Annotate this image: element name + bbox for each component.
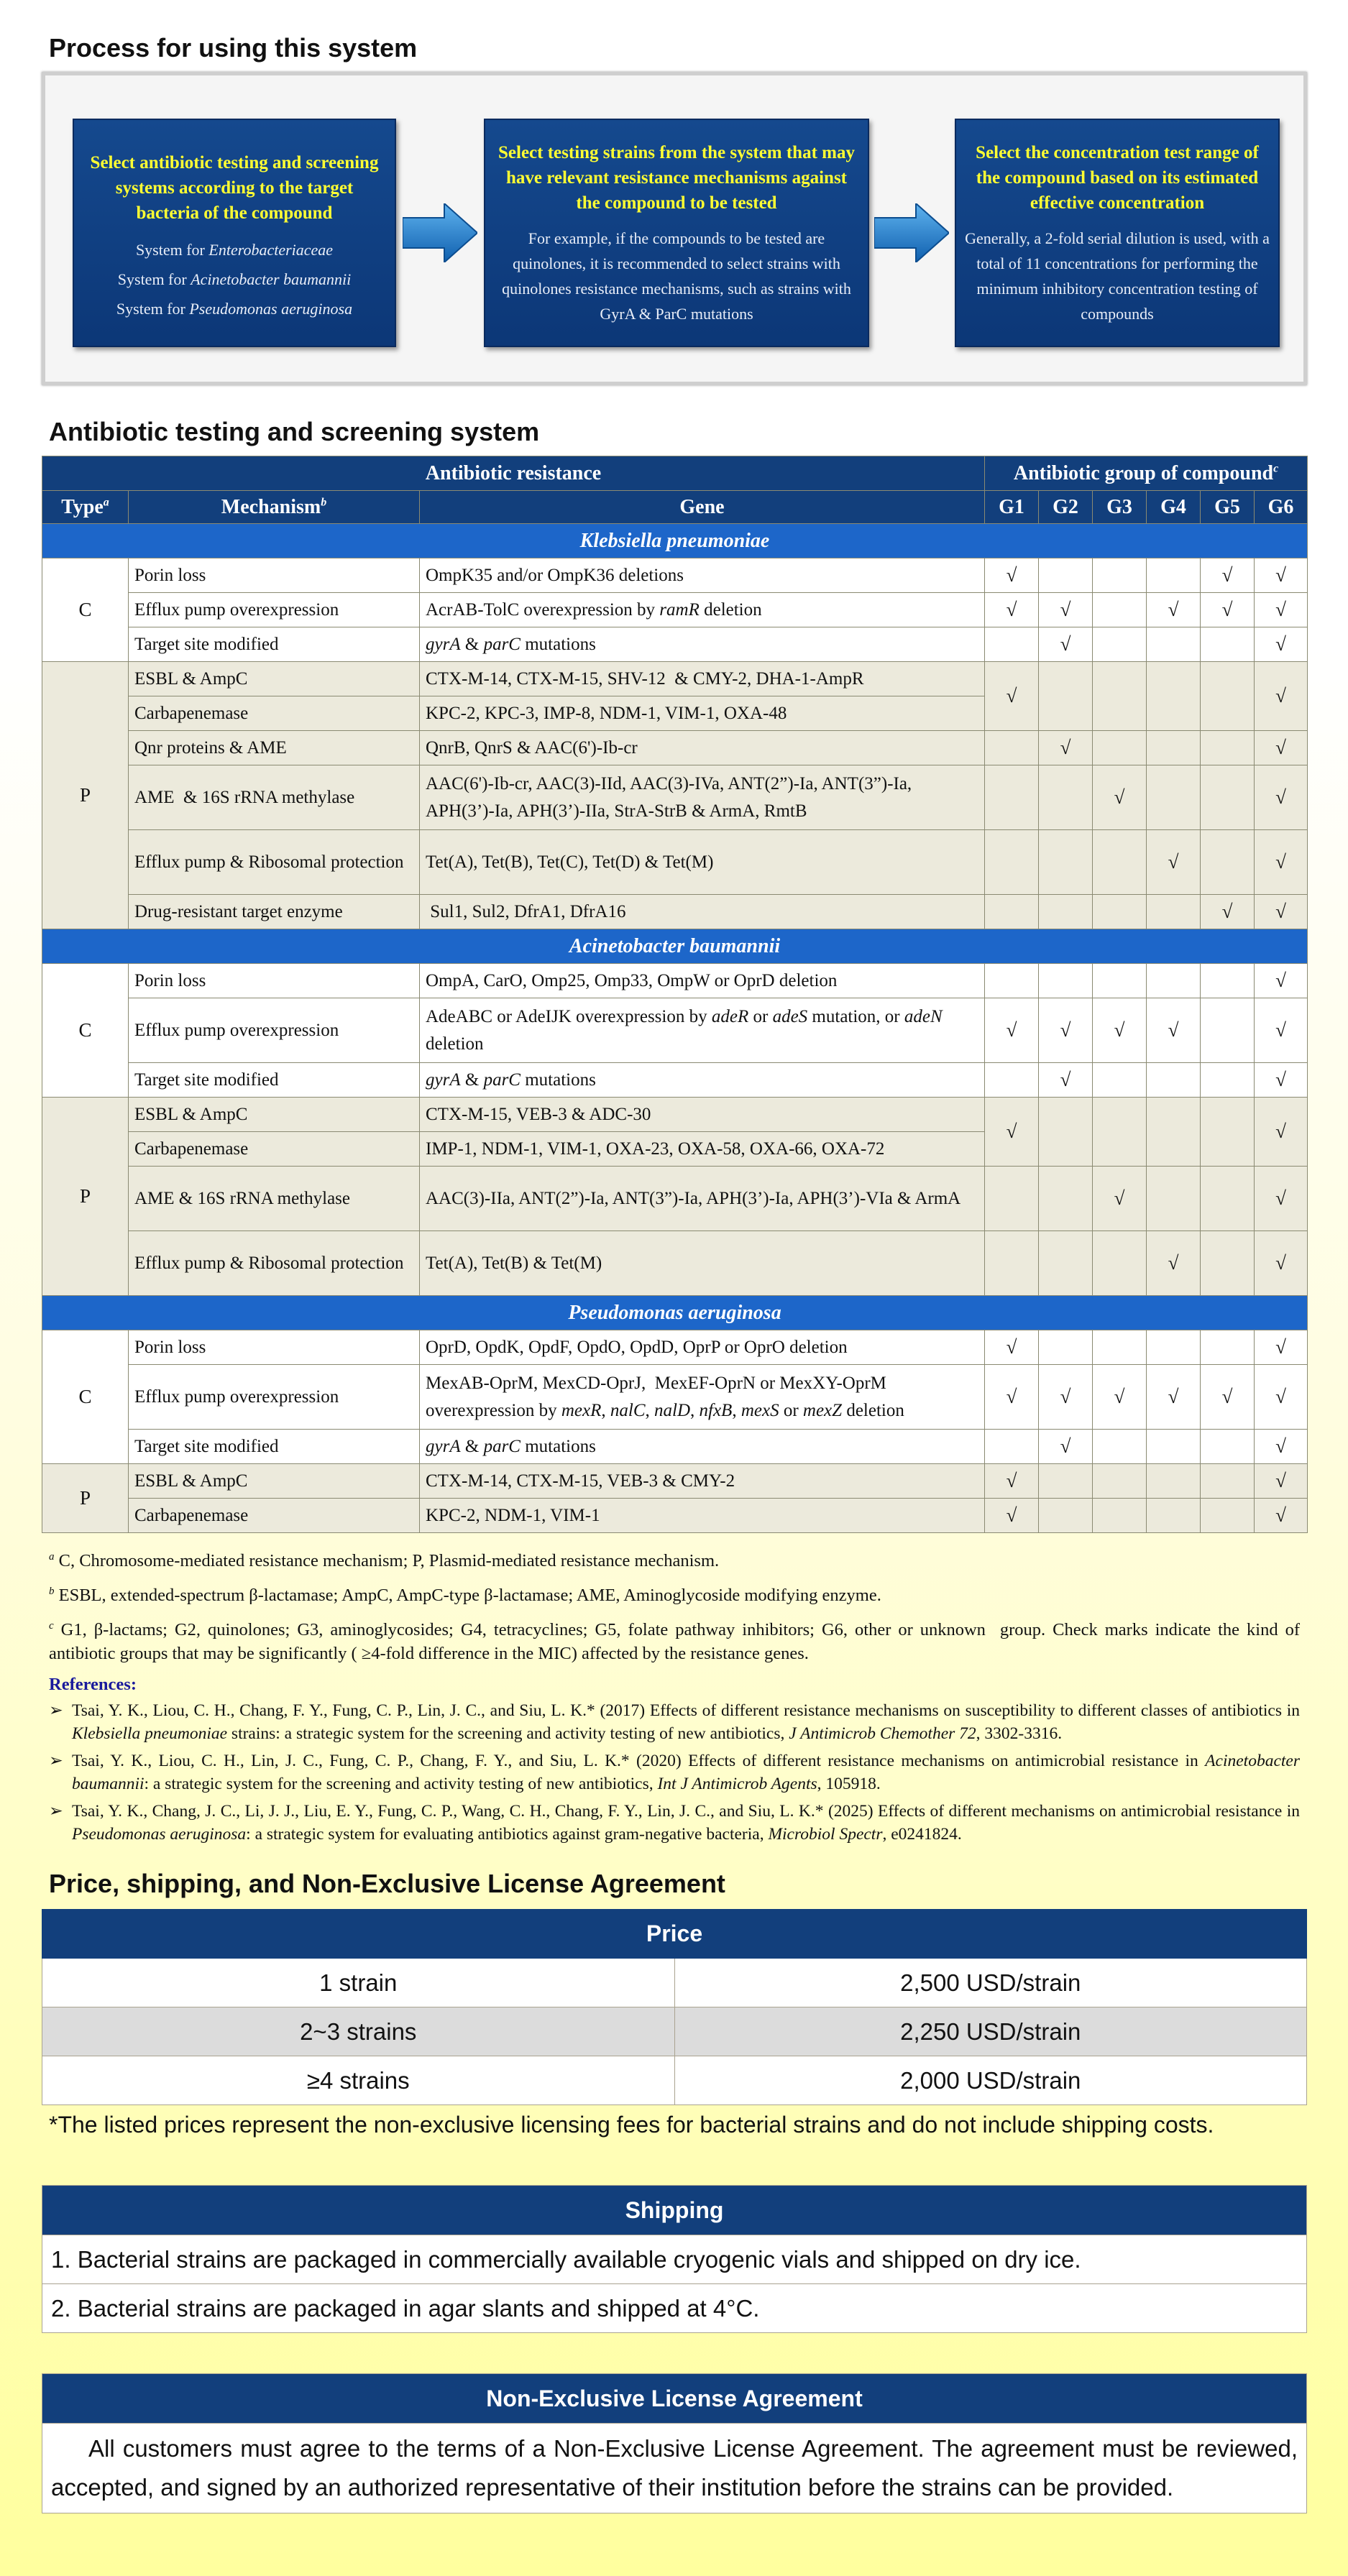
arrow-right-icon bbox=[874, 203, 949, 262]
check-cell bbox=[985, 1231, 1039, 1296]
check-cell: √ bbox=[1147, 998, 1201, 1063]
check-cell: √ bbox=[1147, 1365, 1201, 1430]
check-cell bbox=[1201, 998, 1255, 1063]
gene-cell: KPC-2, NDM-1, VIM-1 bbox=[420, 1499, 985, 1533]
table-row bbox=[42, 1231, 1308, 1296]
step-3-desc: Generally, a 2-fold serial dilution is used, with a total of 11 concentrations for performing the minimum inhibitory concentration testing of compounds bbox=[965, 229, 1270, 323]
check-cell: √ bbox=[1255, 895, 1308, 929]
check-cell: √ bbox=[1039, 1063, 1093, 1098]
check-cell bbox=[1201, 627, 1255, 662]
check-cell: √ bbox=[1255, 1167, 1308, 1231]
header-resistance: Antibiotic resistance bbox=[42, 456, 985, 491]
check-cell: √ bbox=[1255, 1499, 1308, 1533]
check-cell bbox=[1093, 1499, 1147, 1533]
price-value: 2,250 USD/strain bbox=[674, 2007, 1307, 2056]
mechanism-cell: Drug-resistant target enzyme bbox=[129, 895, 420, 929]
reference-item: ➢ Tsai, Y. K., Chang, J. C., Li, J. J., Liu, E. Y., Fung, C. P., Wang, C. H., Chang, F. Y., Lin, J. C., and Siu, L. K.* (2025) Effects of different mechanisms on antimicrobial resistance in Pseudomonas aeruginosa: a strategic system for evaluating antibiotics against gram-negative bacteria, Microbiol Spectr, e0241824. bbox=[49, 1802, 1300, 1844]
check-cell: √ bbox=[1255, 998, 1308, 1063]
check-cell bbox=[1147, 1464, 1201, 1499]
header-g6: G6 bbox=[1255, 491, 1308, 524]
process-step-2 bbox=[484, 119, 869, 347]
check-cell bbox=[1039, 765, 1093, 830]
mechanism-cell: Efflux pump & Ribosomal protection bbox=[129, 830, 420, 895]
shipping-header: Shipping bbox=[42, 2186, 1306, 2235]
header-type: Type$^a$ bbox=[42, 491, 129, 524]
check-cell bbox=[985, 627, 1039, 662]
shipping-item: 2. Bacterial strains are packaged in agar slants and shipped at 4°C. bbox=[42, 2283, 1306, 2332]
gene-cell: QnrB, QnrS & AAC(6')-Ib-cr bbox=[420, 731, 985, 765]
gene-cell: Tet(A), Tet(B) & Tet(M) bbox=[420, 1231, 985, 1296]
mechanism-cell: Efflux pump overexpression bbox=[129, 1365, 420, 1430]
table-row bbox=[42, 765, 1308, 830]
check-cell: √ bbox=[1039, 1365, 1093, 1430]
check-cell: √ bbox=[1039, 998, 1093, 1063]
price-row bbox=[42, 2007, 1307, 2056]
mechanism-cell: Carbapenemase bbox=[129, 1132, 420, 1167]
price-value: 2,000 USD/strain bbox=[674, 2056, 1307, 2105]
table-row bbox=[42, 627, 1308, 662]
check-cell: √ bbox=[1039, 1430, 1093, 1464]
step-2-heading: Select testing strains from the system that may have relevant resistance mechanisms against the compound to be tested bbox=[498, 143, 855, 213]
organism-name: Acinetobacter baumannii bbox=[42, 929, 1308, 964]
check-cell: √ bbox=[1093, 998, 1147, 1063]
check-cell bbox=[1039, 1464, 1093, 1499]
check-cell bbox=[1093, 662, 1147, 731]
check-cell: √ bbox=[1255, 1330, 1308, 1365]
step-1-line-3: System for Pseudomonas aeruginosa bbox=[116, 300, 353, 318]
price-value: 2,500 USD/strain bbox=[674, 1959, 1307, 2007]
mechanism-cell: Efflux pump & Ribosomal protection bbox=[129, 1231, 420, 1296]
mechanism-cell: Porin loss bbox=[129, 1330, 420, 1365]
check-cell bbox=[1093, 731, 1147, 765]
gene-cell: Sul1, Sul2, DfrA1, DfrA16 bbox=[420, 895, 985, 929]
check-cell: √ bbox=[1201, 558, 1255, 593]
check-cell bbox=[1039, 1167, 1093, 1231]
check-cell: √ bbox=[1255, 627, 1308, 662]
table-row bbox=[42, 1365, 1308, 1430]
gene-cell: AcrAB-TolC overexpression by ramR deletion bbox=[420, 593, 985, 627]
reference-item: ➢ Tsai, Y. K., Liou, C. H., Lin, J. C., Fung, C. P., Chang, F. Y., and Siu, L. K.* (2020) Effects of different resistance mechanisms on antimicrobial resistance in Acinetobacter baumannii: a strategic system for the screening and activity testing of new antibiotics, Int J Antimicrob Agents, 105918. bbox=[49, 1752, 1300, 1794]
check-cell bbox=[1039, 1330, 1093, 1365]
header-mechanism: Mechanism$^b$ bbox=[129, 491, 420, 524]
reference-item: ➢ Tsai, Y. K., Liou, C. H., Chang, F. Y., Fung, C. P., Lin, J. C., and Siu, L. K.* (2017) Effects of different resistance mechanisms on susceptibility to different classes of antibiotics in Klebsiella pneumoniae strains: a strategic system for the screening and activity testing of new antibiotics, J Antimicrob Chemother 72, 3302-3316. bbox=[49, 1701, 1300, 1744]
check-cell bbox=[1039, 895, 1093, 929]
check-cell: √ bbox=[1201, 1365, 1255, 1430]
check-cell: √ bbox=[1255, 1464, 1308, 1499]
check-cell: √ bbox=[1255, 1430, 1308, 1464]
check-cell bbox=[1039, 830, 1093, 895]
gene-cell: OprD, OpdK, OpdF, OpdO, OpdD, OprP or OprO deletion bbox=[420, 1330, 985, 1365]
check-cell bbox=[1201, 1499, 1255, 1533]
note-a: $^a$ C, Chromosome-mediated resistance mechanism; P, Plasmid-mediated resistance mechanism. bbox=[49, 1551, 720, 1571]
check-cell: √ bbox=[1255, 1063, 1308, 1098]
shipping-box bbox=[42, 2185, 1307, 2333]
check-cell bbox=[985, 1430, 1039, 1464]
price-qty: 2~3 strains bbox=[42, 2007, 675, 2056]
header-group: Antibiotic group of compound$^c$ bbox=[985, 456, 1308, 491]
check-cell: √ bbox=[1093, 1365, 1147, 1430]
check-cell bbox=[1093, 1430, 1147, 1464]
gene-cell: AAC(3)-IIa, ANT(2”)-Ia, ANT(3”)-Ia, APH(3’)-Ia, APH(3’)-VIa & ArmA bbox=[420, 1167, 985, 1231]
check-cell bbox=[985, 964, 1039, 998]
table-row bbox=[42, 1167, 1308, 1231]
note-b: $^b$ ESBL, extended-spectrum β-lactamase; AmpC, AmpC-type β-lactamase; AME, Aminoglycoside modifying enzyme. bbox=[49, 1586, 881, 1606]
gene-cell: AAC(6')-Ib-cr, AAC(3)-IId, AAC(3)-IVa, ANT(2”)-Ia, ANT(3”)-Ia, APH(3’)-Ia, APH(3’)-IIa, StrA-StrB & ArmA, RmtB bbox=[420, 765, 985, 830]
organism-name: Pseudomonas aeruginosa bbox=[42, 1296, 1308, 1330]
check-cell: √ bbox=[1039, 731, 1093, 765]
table-row bbox=[42, 830, 1308, 895]
gene-cell: IMP-1, NDM-1, VIM-1, OXA-23, OXA-58, OXA-66, OXA-72 bbox=[420, 1132, 985, 1167]
check-cell bbox=[1147, 1063, 1201, 1098]
check-cell bbox=[1147, 895, 1201, 929]
price-header: Price bbox=[42, 1910, 1307, 1959]
gene-cell: OmpA, CarO, Omp25, Omp33, OmpW or OprD deletion bbox=[420, 964, 985, 998]
check-cell bbox=[1147, 1499, 1201, 1533]
check-cell bbox=[1093, 1464, 1147, 1499]
type-cell: C bbox=[42, 1330, 129, 1464]
license-box bbox=[42, 2373, 1307, 2513]
table-row bbox=[42, 1330, 1308, 1365]
mechanism-cell: AME & 16S rRNA methylase bbox=[129, 1167, 420, 1231]
price-qty: 1 strain bbox=[42, 1959, 675, 2007]
table-row bbox=[42, 731, 1308, 765]
table-row bbox=[42, 558, 1308, 593]
gene-cell: CTX-M-15, VEB-3 & ADC-30 bbox=[420, 1098, 985, 1132]
resistance-table bbox=[42, 456, 1308, 1533]
gene-cell: Tet(A), Tet(B), Tet(C), Tet(D) & Tet(M) bbox=[420, 830, 985, 895]
check-cell: √ bbox=[1093, 765, 1147, 830]
type-cell: C bbox=[42, 558, 129, 662]
check-cell bbox=[985, 731, 1039, 765]
step-2-desc: For example, if the compounds to be tested are quinolones, it is recommended to select strains with quinolones resistance mechanisms, such as strains with GyrA & ParC mutations bbox=[502, 229, 851, 323]
arrow-right-icon bbox=[403, 203, 477, 262]
check-cell bbox=[1147, 731, 1201, 765]
check-cell: √ bbox=[985, 1499, 1039, 1533]
header-g5: G5 bbox=[1201, 491, 1255, 524]
type-cell: P bbox=[42, 662, 129, 929]
check-cell bbox=[1093, 593, 1147, 627]
check-cell bbox=[1093, 964, 1147, 998]
process-step-3 bbox=[955, 119, 1280, 347]
step-3-heading: Select the concentration test range of the compound based on its estimated effective concentration bbox=[976, 143, 1259, 213]
mechanism-cell: Efflux pump overexpression bbox=[129, 998, 420, 1063]
table-row bbox=[42, 1098, 1308, 1132]
process-step-1 bbox=[73, 119, 396, 347]
check-cell bbox=[985, 830, 1039, 895]
check-cell bbox=[1147, 627, 1201, 662]
check-cell: √ bbox=[985, 1464, 1039, 1499]
step-1-line-2: System for Acinetobacter baumannii bbox=[117, 270, 352, 288]
check-cell bbox=[1147, 1098, 1201, 1167]
check-cell: √ bbox=[1093, 1167, 1147, 1231]
check-cell: √ bbox=[985, 998, 1039, 1063]
check-cell bbox=[1093, 558, 1147, 593]
check-cell bbox=[1201, 1231, 1255, 1296]
type-cell: P bbox=[42, 1464, 129, 1533]
check-cell: √ bbox=[985, 593, 1039, 627]
check-cell: √ bbox=[1255, 1365, 1308, 1430]
check-cell: √ bbox=[1039, 593, 1093, 627]
mechanism-cell: Qnr proteins & AME bbox=[129, 731, 420, 765]
check-cell: √ bbox=[1255, 662, 1308, 731]
check-cell bbox=[1039, 558, 1093, 593]
mechanism-cell: Carbapenemase bbox=[129, 696, 420, 731]
table-row bbox=[42, 1430, 1308, 1464]
check-cell: √ bbox=[985, 1330, 1039, 1365]
license-header: Non-Exclusive License Agreement bbox=[42, 2374, 1306, 2423]
gene-cell: gyrA & parC mutations bbox=[420, 1430, 985, 1464]
check-cell: √ bbox=[1201, 593, 1255, 627]
check-cell bbox=[1201, 1430, 1255, 1464]
check-cell: √ bbox=[1255, 558, 1308, 593]
organism-name: Klebsiella pneumoniae bbox=[42, 524, 1308, 558]
license-text: All customers must agree to the terms of a Non-Exclusive License Agreement. The agreement must be reviewed, accepted, and signed by an authorized representative of their institution before the strains can be provided. bbox=[42, 2423, 1306, 2513]
check-cell: √ bbox=[1039, 627, 1093, 662]
gene-cell: KPC-2, KPC-3, IMP-8, NDM-1, VIM-1, OXA-48 bbox=[420, 696, 985, 731]
gene-cell: AdeABC or AdeIJK overexpression by adeR or adeS mutation, or adeN deletion bbox=[420, 998, 985, 1063]
check-cell bbox=[1093, 830, 1147, 895]
price-row bbox=[42, 1959, 1307, 2007]
table-notes bbox=[49, 1545, 1300, 1850]
check-cell bbox=[1201, 765, 1255, 830]
shipping-item: 1. Bacterial strains are packaged in commercially available cryogenic vials and shipped on dry ice. bbox=[42, 2235, 1306, 2283]
check-cell: √ bbox=[1147, 830, 1201, 895]
check-cell: √ bbox=[985, 1098, 1039, 1167]
check-cell bbox=[1147, 662, 1201, 731]
table-row bbox=[42, 1464, 1308, 1499]
check-cell bbox=[1093, 627, 1147, 662]
check-cell bbox=[1147, 1430, 1201, 1464]
check-cell bbox=[1147, 558, 1201, 593]
check-cell bbox=[1147, 964, 1201, 998]
check-cell: √ bbox=[1255, 593, 1308, 627]
check-cell bbox=[1147, 765, 1201, 830]
organism-row bbox=[42, 1296, 1308, 1330]
check-cell bbox=[1201, 662, 1255, 731]
price-note: *The listed prices represent the non-exclusive licensing fees for bacterial strains and do not include shipping costs. bbox=[49, 2112, 1214, 2138]
check-cell: √ bbox=[1255, 830, 1308, 895]
check-cell bbox=[1201, 731, 1255, 765]
check-cell: √ bbox=[1255, 1231, 1308, 1296]
system-title: Antibiotic testing and screening system bbox=[49, 417, 540, 446]
header-g2: G2 bbox=[1039, 491, 1093, 524]
check-cell: √ bbox=[985, 662, 1039, 731]
step-1-line-1: System for Enterobacteriaceae bbox=[135, 241, 334, 259]
check-cell bbox=[985, 895, 1039, 929]
price-qty: ≥4 strains bbox=[42, 2056, 675, 2105]
check-cell: √ bbox=[1255, 1098, 1308, 1167]
mechanism-cell: Target site modified bbox=[129, 627, 420, 662]
check-cell bbox=[1201, 964, 1255, 998]
check-cell bbox=[985, 765, 1039, 830]
check-cell: √ bbox=[1147, 593, 1201, 627]
price-table bbox=[42, 1909, 1307, 2105]
mechanism-cell: Target site modified bbox=[129, 1430, 420, 1464]
check-cell bbox=[1201, 1063, 1255, 1098]
check-cell bbox=[1093, 1231, 1147, 1296]
check-cell bbox=[1039, 1499, 1093, 1533]
check-cell: √ bbox=[1255, 731, 1308, 765]
check-cell: √ bbox=[1201, 895, 1255, 929]
header-g1: G1 bbox=[985, 491, 1039, 524]
gene-cell: gyrA & parC mutations bbox=[420, 1063, 985, 1098]
table-row bbox=[42, 895, 1308, 929]
header-gene: Gene bbox=[420, 491, 985, 524]
note-c: $^c$ G1, β-lactams; G2, quinolones; G3, aminoglycosides; G4, tetracyclines; G5, folate pathway inhibitors; G6, other or unknown group. Check marks indicate the kind of antibiotic groups that may be significantly ( ≥4-fold difference in the MIC) affected by the resistance genes. bbox=[49, 1620, 1300, 1664]
process-panel bbox=[42, 72, 1307, 385]
check-cell bbox=[1093, 1063, 1147, 1098]
gene-cell: CTX-M-14, CTX-M-15, VEB-3 & CMY-2 bbox=[420, 1464, 985, 1499]
organism-row bbox=[42, 524, 1308, 558]
references-label: References: bbox=[49, 1675, 137, 1695]
check-cell bbox=[1201, 1167, 1255, 1231]
check-cell bbox=[1201, 1098, 1255, 1167]
check-cell: √ bbox=[985, 558, 1039, 593]
check-cell bbox=[1093, 895, 1147, 929]
type-cell: C bbox=[42, 964, 129, 1098]
table-row bbox=[42, 1499, 1308, 1533]
mechanism-cell: ESBL & AmpC bbox=[129, 1464, 420, 1499]
mechanism-cell: Carbapenemase bbox=[129, 1499, 420, 1533]
check-cell bbox=[1147, 1167, 1201, 1231]
price-row bbox=[42, 2056, 1307, 2105]
mechanism-cell: Efflux pump overexpression bbox=[129, 593, 420, 627]
check-cell bbox=[1147, 1330, 1201, 1365]
table-row bbox=[42, 593, 1308, 627]
check-cell bbox=[985, 1167, 1039, 1231]
gene-cell: CTX-M-14, CTX-M-15, SHV-12 & CMY-2, DHA-1-AmpR bbox=[420, 662, 985, 696]
table-row bbox=[42, 964, 1308, 998]
check-cell bbox=[1201, 830, 1255, 895]
gene-cell: gyrA & parC mutations bbox=[420, 627, 985, 662]
check-cell: √ bbox=[985, 1365, 1039, 1430]
check-cell bbox=[1039, 662, 1093, 731]
check-cell bbox=[1201, 1464, 1255, 1499]
mechanism-cell: Porin loss bbox=[129, 964, 420, 998]
step-1-heading: Select antibiotic testing and screening systems according to the target bacteria of the compound bbox=[90, 153, 379, 223]
pricing-title: Price, shipping, and Non-Exclusive License Agreement bbox=[49, 1869, 725, 1898]
mechanism-cell: AME & 16S rRNA methylase bbox=[129, 765, 420, 830]
type-cell: P bbox=[42, 1098, 129, 1296]
check-cell bbox=[1039, 1231, 1093, 1296]
check-cell bbox=[985, 1063, 1039, 1098]
check-cell bbox=[1201, 1330, 1255, 1365]
table-row bbox=[42, 662, 1308, 696]
check-cell: √ bbox=[1255, 964, 1308, 998]
check-cell bbox=[1093, 1330, 1147, 1365]
table-row bbox=[42, 1063, 1308, 1098]
organism-row bbox=[42, 929, 1308, 964]
mechanism-cell: Porin loss bbox=[129, 558, 420, 593]
check-cell bbox=[1093, 1098, 1147, 1167]
check-cell bbox=[1039, 1098, 1093, 1167]
header-g4: G4 bbox=[1147, 491, 1201, 524]
header-g3: G3 bbox=[1093, 491, 1147, 524]
check-cell bbox=[1039, 964, 1093, 998]
mechanism-cell: ESBL & AmpC bbox=[129, 662, 420, 696]
table-row bbox=[42, 998, 1308, 1063]
mechanism-cell: Target site modified bbox=[129, 1063, 420, 1098]
mechanism-cell: ESBL & AmpC bbox=[129, 1098, 420, 1132]
gene-cell: OmpK35 and/or OmpK36 deletions bbox=[420, 558, 985, 593]
process-title: Process for using this system bbox=[49, 33, 418, 63]
gene-cell: MexAB-OprM, MexCD-OprJ, MexEF-OprN or MexXY-OprM overexpression by mexR, nalC, nalD, nfxB, mexS or mexZ deletion bbox=[420, 1365, 985, 1430]
check-cell: √ bbox=[1255, 765, 1308, 830]
check-cell: √ bbox=[1147, 1231, 1201, 1296]
